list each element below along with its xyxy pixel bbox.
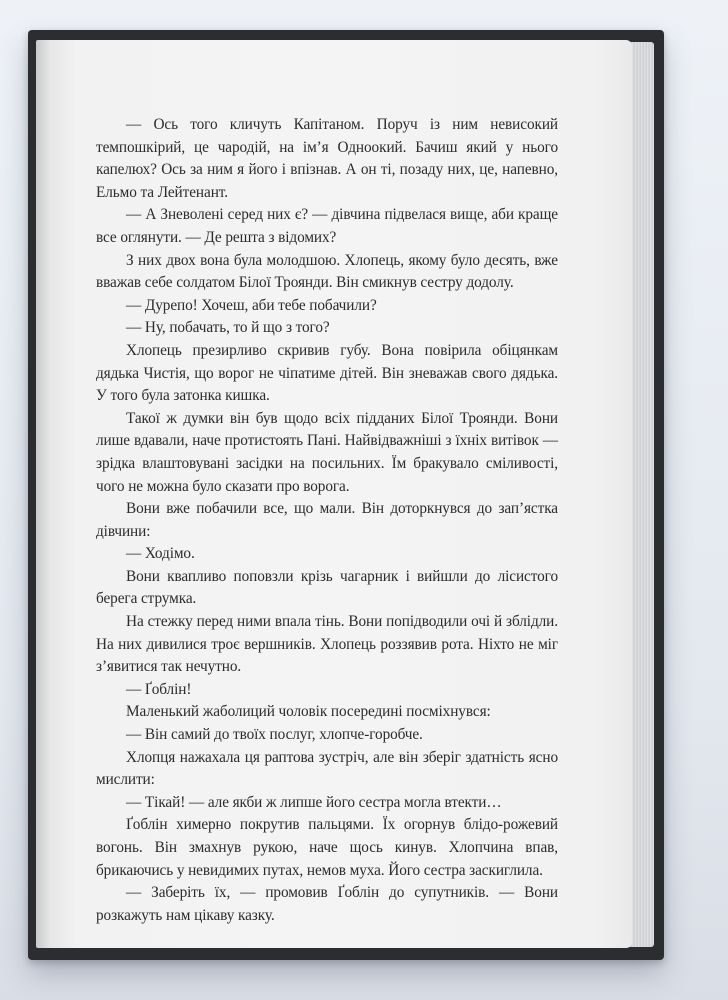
paragraph: Вони квапливо поповзли крізь чагарник і вийшли до лісистого берега струмка. xyxy=(96,567,558,608)
paragraph: Ґоблін химерно покрутив пальцями. Їх огорнув блідо-рожевий вогонь. Він змахнув рукою, наче щось кинув. Хлопчина впав, брикаючись у невидимих путах, немов муха. Його сестра заскиглила. xyxy=(96,816,558,879)
paragraph: — Дурепо! Хочеш, аби тебе побачили? xyxy=(126,296,377,314)
paragraph: — Ось того кличуть Капітаном. Поруч із ним невисокий темпошкірий, це чародій, на ім’я Одноокий. Бачиш який у нього капелюх? Ось за ним я його і впізнав. А он ті, позаду них, це, напевно, Ельмо та Лейтенант. xyxy=(96,116,558,201)
paragraph: — Ну, побачать, то й що з того? xyxy=(126,319,330,337)
paragraph: — Заберіть їх, — промовив Ґоблін до супутників. — Вони розкажуть нам цікаву казку. xyxy=(96,884,558,924)
paragraph: — Ходімо. xyxy=(126,545,195,563)
paragraph: Хлопець презирливо скривив губу. Вона повірила обіцянкам дядька Чистія, що ворог не чіпатиме дітей. Він зневажав свого дядька. У того була затонка кишка. xyxy=(96,341,558,405)
text-block xyxy=(96,114,558,927)
paragraph: Хлопця нажахала ця раптова зустріч, але він зберіг здатність ясно мислити: xyxy=(96,748,558,789)
paragraph: — Він самий до твоїх послуг, хлопче-горобче. xyxy=(126,726,423,744)
paragraph: Маленький жаболиций чоловік посередині посміхнувся: xyxy=(126,703,491,721)
paragraph: Такої ж думки він був щодо всіх підданих Білої Троянди. Вони лише вдавали, наче протистоять Пані. Найвідважніші з їхніх витівок — зрідка влаштовувані засідки на посильних. Їм бракувало сміливості, чого не можна було сказати про ворога. xyxy=(96,409,558,495)
paragraph: — Тікай! — але якби ж липше його сестра могла втекти… xyxy=(126,793,502,811)
paragraph: — Ґоблін! xyxy=(126,680,192,698)
paragraph: Вони вже побачили все, що мали. Він доторкнувся до зап’ястка дівчини: xyxy=(96,500,558,540)
paragraph: На стежку перед ними впала тінь. Вони попідводили очі й зблідли. На них дивилися троє вершників. Хлопець роззявив рота. Ніхто не міг з’явитися так нечутно. xyxy=(96,613,558,676)
paragraph: — А Зневолені серед них є? — дівчина підвелася вище, аби краще все оглянути. — Де решта з відомих? xyxy=(96,206,558,246)
paragraph: З них двох вона була молодшою. Хлопець, якому було десять, вже вважав себе солдатом Білої Троянди. Він смикнув сестру додолу. xyxy=(96,251,558,292)
